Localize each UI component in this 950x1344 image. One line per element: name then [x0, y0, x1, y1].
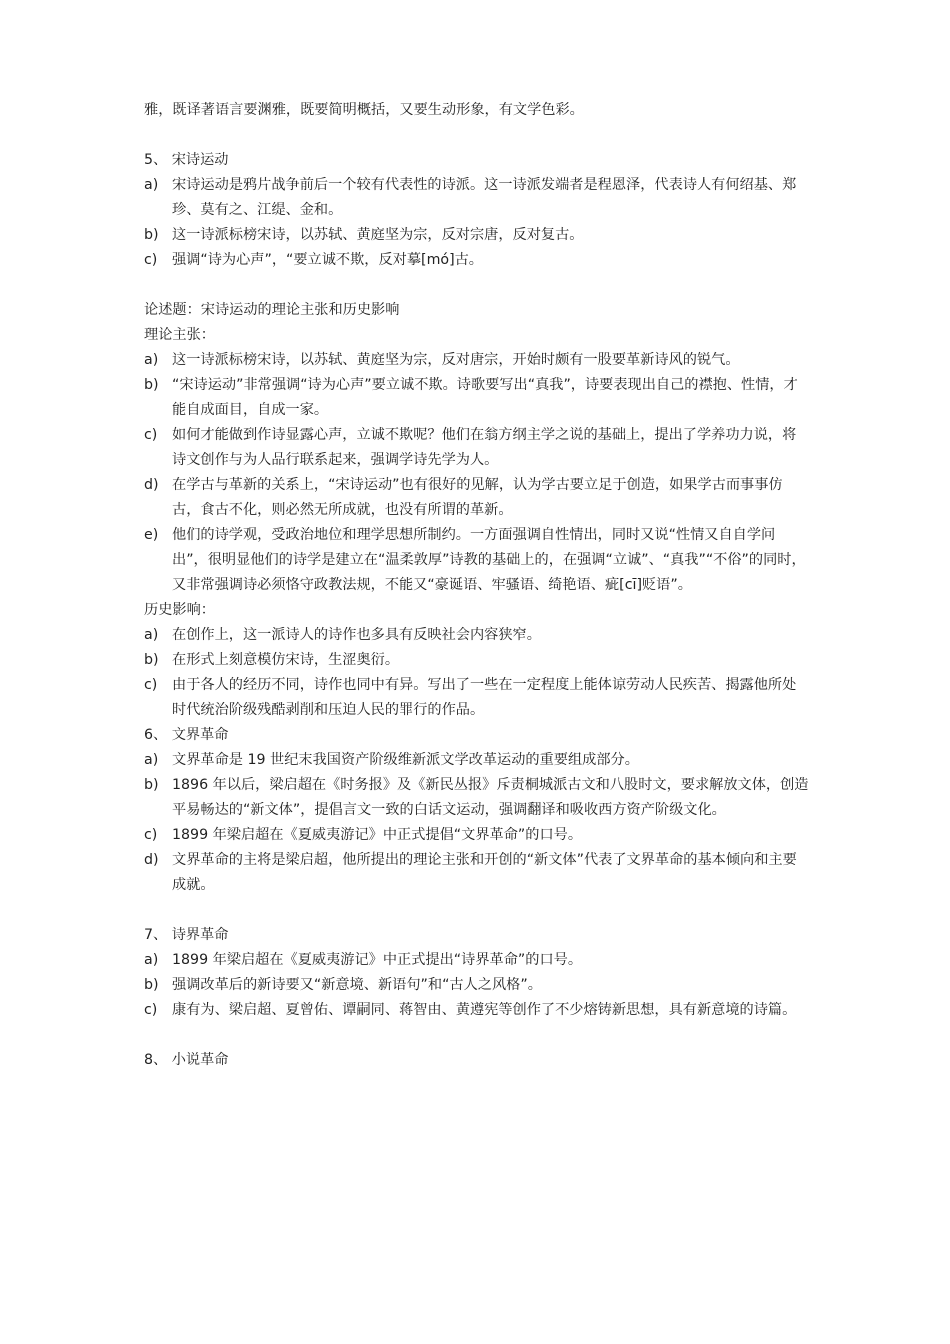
- item-text: 如何才能做到作诗显露心声，立诚不欺呢？他们在翁方纲主学之说的基础上，提出了学养功力说，将诗文创作与为人品行联系起来，强调学诗先学为人。: [172, 427, 797, 468]
- item-text: 在形式上刻意模仿宋诗，生涩奥衍。: [172, 652, 400, 668]
- influence-item-c: [144, 673, 810, 723]
- section8-heading: 8、 小说革命: [144, 1052, 229, 1068]
- item-marker: a): [144, 177, 159, 193]
- section6-item-d: [144, 848, 810, 898]
- section7-item-a: [144, 948, 810, 973]
- section7-heading: 7、 诗界革命: [144, 927, 229, 943]
- item-marker: c): [144, 252, 158, 268]
- item-text: 康有为、梁启超、夏曾佑、谭嗣同、蒋智由、黄遵宪等创作了不少熔铸新思想，具有新意境的诗篇。: [172, 1002, 797, 1018]
- item-text: 1899 年梁启超在《夏威夷游记》中正式提出“诗界革命”的口号。: [172, 952, 583, 968]
- item-marker: a): [144, 627, 159, 643]
- item-text: 在学古与革新的关系上，“宋诗运动”也有很好的见解，认为学古要立足于创造，如果学古而事事仿古，食古不化，则必然无所成就，也没有所谓的革新。: [172, 477, 783, 518]
- influence-label: 历史影响：: [144, 602, 215, 618]
- item-text: 他们的诗学观，受政治地位和理学思想所制约。一方面强调自性情出，同时又说“性情又自自学问出”，很明显他们的诗学是建立在“温柔敦厚”诗教的基础上的，在强调“立诚”、“真我”“不俗”的同时，又非常强调诗必须恪守政教法规，不能又“豪诞语、牢骚语、绮艳语、疵[cī]贬语”。: [172, 527, 806, 593]
- theory-label: 理论主张：: [144, 327, 215, 343]
- item-marker: b): [144, 652, 159, 668]
- item-text: 由于各人的经历不同，诗作也同中有异。写出了一些在一定程度上能体谅劳动人民疾苦、揭露他所处时代统治阶级残酷剥削和压迫人民的罪行的作品。: [172, 677, 797, 718]
- theory-item-a: [144, 348, 810, 373]
- section5-item-a: [144, 173, 810, 223]
- theory-item-c: [144, 423, 810, 473]
- item-text: 强调“诗为心声”，“要立诚不欺，反对摹[mó]古。: [172, 252, 483, 268]
- section6-item-b: [144, 773, 810, 823]
- item-text: 1896 年以后，梁启超在《时务报》及《新民丛报》斥责桐城派古文和八股时文，要求解放文体，创造平易畅达的“新文体”，提倡言文一致的白话文运动，强调翻译和吸收西方资产阶级文化。: [172, 777, 809, 818]
- item-marker: c): [144, 1002, 158, 1018]
- item-text: 在创作上，这一派诗人的诗作也多具有反映社会内容狭窄。: [172, 627, 541, 643]
- spacer: [144, 898, 810, 923]
- item-text: 文界革命是 19 世纪末我国资产阶级维新派文学改革运动的重要组成部分。: [172, 752, 639, 768]
- spacer: [144, 123, 810, 148]
- section5-item-b: [144, 223, 810, 248]
- section7-item-c: [144, 998, 810, 1023]
- item-marker: b): [144, 377, 159, 393]
- item-marker: b): [144, 777, 159, 793]
- section6-item-c: [144, 823, 810, 848]
- item-marker: c): [144, 677, 158, 693]
- intro-line: 雅，既译著语言要渊雅，既要简明概括，又要生动形象，有文学色彩。: [144, 102, 584, 118]
- item-marker: b): [144, 977, 159, 993]
- theory-item-d: [144, 473, 810, 523]
- item-marker: c): [144, 427, 158, 443]
- item-marker: e): [144, 527, 159, 543]
- influence-item-a: [144, 623, 810, 648]
- item-text: 宋诗运动是鸦片战争前后一个较有代表性的诗派。这一诗派发端者是程恩泽，代表诗人有何绍基、郑珍、莫有之、江缇、金和。: [172, 177, 797, 218]
- item-text: 这一诗派标榜宋诗，以苏轼、黄庭坚为宗，反对唐宗，开始时颇有一股要革新诗风的锐气。: [172, 352, 740, 368]
- item-marker: d): [144, 477, 159, 493]
- item-text: 强调改革后的新诗要又“新意境、新语句”和“古人之风格”。: [172, 977, 542, 993]
- item-marker: a): [144, 952, 159, 968]
- section5-item-c: [144, 248, 810, 273]
- section7-item-b: [144, 973, 810, 998]
- section6-item-a: [144, 748, 810, 773]
- essay-title: 论述题：宋诗运动的理论主张和历史影响: [144, 302, 400, 318]
- item-text: 这一诗派标榜宋诗，以苏轼、黄庭坚为宗，反对宗唐，反对复古。: [172, 227, 584, 243]
- item-text: 1899 年梁启超在《夏威夷游记》中正式提倡“文界革命”的口号。: [172, 827, 583, 843]
- item-marker: b): [144, 227, 159, 243]
- section5-heading: 5、 宋诗运动: [144, 152, 229, 168]
- item-marker: c): [144, 827, 158, 843]
- item-marker: a): [144, 352, 159, 368]
- item-text: 文界革命的主将是梁启超，他所提出的理论主张和开创的“新文体”代表了文界革命的基本倾向和主要成就。: [172, 852, 797, 893]
- item-text: “宋诗运动”非常强调“诗为心声”要立诚不欺。诗歌要写出“真我”，诗要表现出自己的襟抱、性情，才能自成面目，自成一家。: [172, 377, 798, 418]
- item-marker: a): [144, 752, 159, 768]
- spacer: [144, 273, 810, 298]
- item-marker: d): [144, 852, 159, 868]
- spacer: [144, 1023, 810, 1048]
- influence-item-b: [144, 648, 810, 673]
- theory-item-e: [144, 523, 810, 598]
- document-page: [144, 98, 810, 1073]
- section6-heading: 6、 文界革命: [144, 727, 229, 743]
- theory-item-b: [144, 373, 810, 423]
